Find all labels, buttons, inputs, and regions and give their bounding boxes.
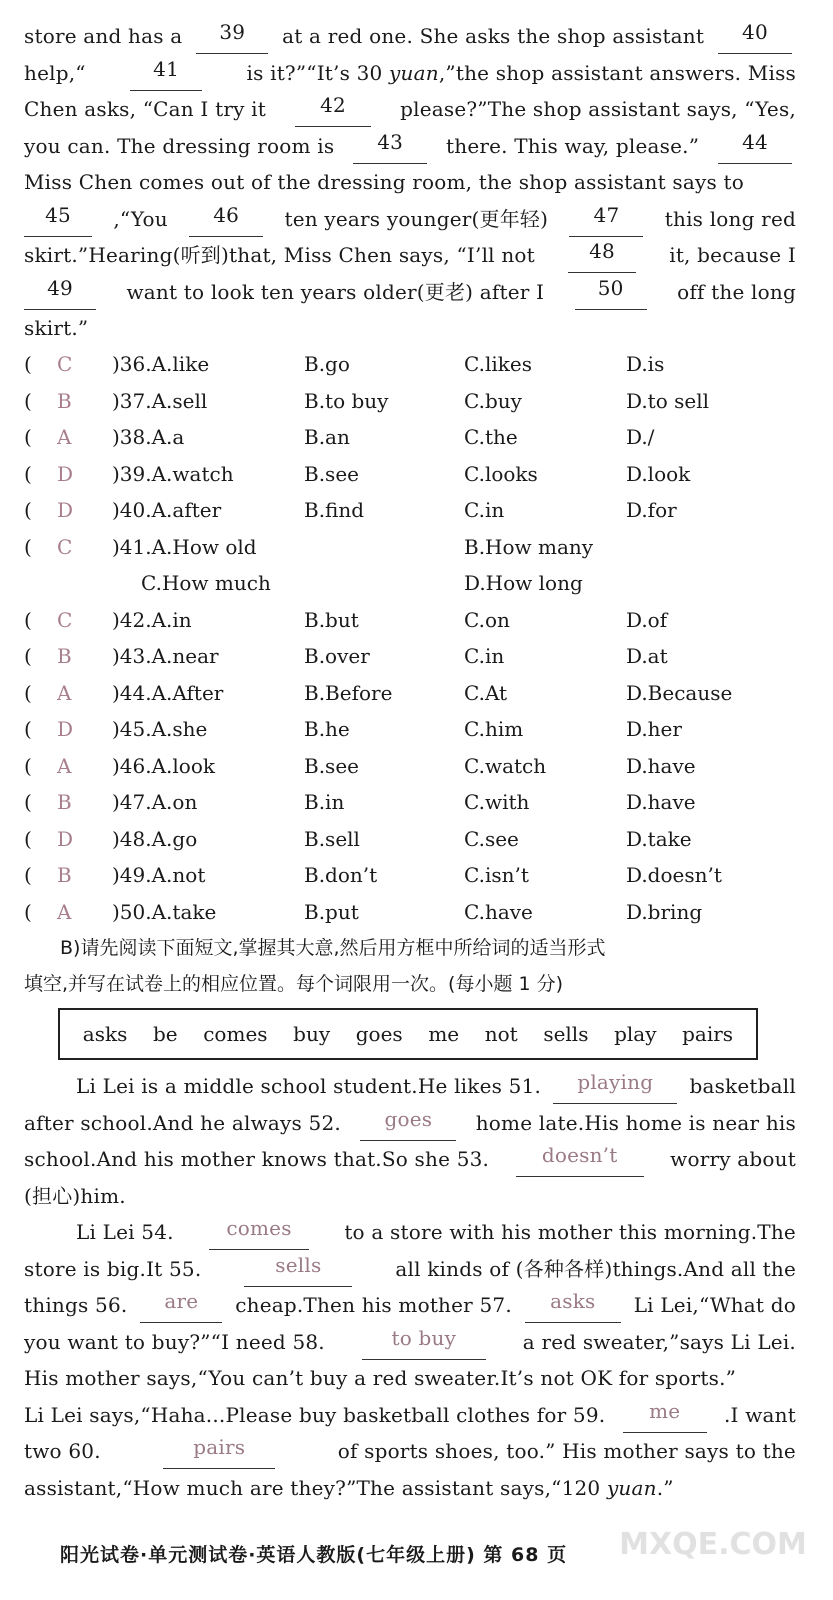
question-row [24, 638, 804, 674]
answer-59: me [623, 1397, 707, 1433]
passage-b-line [24, 1433, 796, 1469]
option-d: D.look [626, 462, 691, 486]
answer-mark: A [57, 900, 72, 924]
text: Li Lei,“What do [633, 1293, 796, 1317]
blank-50: 50 [575, 274, 647, 310]
option-c: C.likes [464, 352, 532, 376]
option-d: D.doesn’t [626, 863, 722, 887]
paren: ( [24, 644, 32, 668]
option-a: )40.A.after [112, 498, 222, 522]
paren: ( [24, 900, 32, 924]
text: want to look ten years older(更老) after I [126, 280, 545, 304]
blank-39: 39 [196, 18, 268, 54]
blank-49: 49 [24, 274, 96, 310]
option-c: C.How much [141, 571, 271, 595]
blank-47: 47 [569, 201, 643, 237]
option-c: C.see [464, 827, 519, 851]
option-b: B.sell [304, 827, 360, 851]
option-d: D./ [626, 425, 655, 449]
option-a: )39.A.watch [112, 462, 234, 486]
option-a: )45.A.she [112, 717, 208, 741]
passage-b-line [24, 1397, 796, 1433]
word-box [58, 1008, 758, 1060]
option-b: B.an [304, 425, 350, 449]
text: after school.And he always 52. [24, 1111, 341, 1135]
option-a: )50.A.take [112, 900, 217, 924]
option-d: D.have [626, 754, 696, 778]
option-b: B.to buy [304, 389, 389, 413]
option-d: D.her [626, 717, 682, 741]
answer-mark: C [57, 352, 73, 376]
word-box-item: sells [543, 1022, 589, 1046]
text: skirt.”Hearing(听到)that, Miss Chen says, “I’ll not [24, 243, 535, 267]
option-c: C.looks [464, 462, 538, 486]
option-b: B.see [304, 462, 359, 486]
question-row [24, 529, 804, 565]
paren: ( [24, 827, 32, 851]
text: all kinds of (各种各样)things.And all the [395, 1257, 796, 1281]
watermark-logo: MXQE.COM [619, 1527, 807, 1562]
option-b: B.put [304, 900, 359, 924]
text: you can. The dressing room is [24, 134, 335, 158]
option-b: B.in [304, 790, 345, 814]
word-box-item: be [152, 1022, 178, 1046]
question-row [24, 784, 804, 820]
question-row [24, 675, 804, 711]
option-c: C.have [464, 900, 533, 924]
blank-48: 48 [568, 237, 636, 273]
passage-a-line [24, 55, 796, 91]
passage-a-line [24, 128, 796, 164]
option-a: )41.A.How old [112, 535, 257, 559]
text: .I want [724, 1403, 796, 1427]
answer-58: to buy [362, 1324, 486, 1360]
word-box-item: goes [355, 1022, 403, 1046]
text: at a red one. She asks the shop assistant [282, 24, 705, 48]
passage-a-line [24, 91, 796, 127]
option-a: )44.A.After [112, 681, 224, 705]
option-c: C.watch [464, 754, 547, 778]
text: (担心)him. [24, 1184, 126, 1208]
text: ten years younger(更年轻) [284, 207, 549, 231]
passage-b-line [24, 1178, 796, 1214]
text-yuan: yuan [606, 1476, 657, 1500]
paren: ( [24, 681, 32, 705]
paren: ( [24, 352, 32, 376]
passage-a-line [24, 164, 796, 200]
passage-a-line [24, 237, 796, 273]
blank-42: 42 [295, 91, 371, 127]
passage-b-line [24, 1141, 796, 1177]
word-box-item: pairs [682, 1022, 734, 1046]
text: there. This way, please.” [446, 134, 700, 158]
text: store and has a [24, 24, 183, 48]
passage-b-line [24, 1105, 796, 1141]
text: help,“ [24, 61, 86, 85]
text: off the long [677, 280, 796, 304]
option-b: B.find [304, 498, 365, 522]
text: basketball [689, 1074, 796, 1098]
blank-45: 45 [24, 201, 92, 237]
question-row [24, 456, 804, 492]
text: ,“You [113, 207, 168, 231]
option-b: B.don’t [304, 863, 378, 887]
answer-52: goes [360, 1105, 456, 1141]
option-a: )48.A.go [112, 827, 198, 851]
word-box-item: me [428, 1022, 460, 1046]
passage-a-line [24, 201, 796, 237]
paren: ( [24, 425, 32, 449]
option-a: )46.A.look [112, 754, 216, 778]
question-row [24, 602, 804, 638]
answer-mark: B [57, 863, 72, 887]
text: His mother says,“You can’t buy a red sweater.It’s not OK for sports.” [24, 1366, 737, 1390]
text: school.And his mother knows that.So she 53. [24, 1147, 490, 1171]
paren: ( [24, 462, 32, 486]
answer-mark: B [57, 389, 72, 413]
text: Li Lei says,“Haha...Please buy basketball clothes for 59. [24, 1403, 606, 1427]
passage-b-line [24, 1287, 796, 1323]
text: this long red [664, 207, 796, 231]
answer-54: comes [209, 1214, 309, 1250]
passage-a-line [24, 310, 796, 346]
option-d: D.at [626, 644, 668, 668]
option-d: D.bring [626, 900, 703, 924]
text: a red sweater,”says Li Lei. [522, 1330, 796, 1354]
option-b: B.How many [464, 535, 594, 559]
option-c: C.in [464, 498, 505, 522]
text: Chen asks, “Can I try it [24, 97, 266, 121]
answer-mark: B [57, 790, 72, 814]
question-row [24, 346, 804, 382]
text: please?”The shop assistant says, “Yes, [400, 97, 796, 121]
text: worry about [670, 1147, 796, 1171]
passage-b-line [24, 1360, 796, 1396]
passage-a-line [24, 274, 796, 310]
answer-57: asks [525, 1287, 621, 1323]
option-d: D.How long [464, 571, 583, 595]
paren: ( [24, 389, 32, 413]
paren: ( [24, 608, 32, 632]
question-row [24, 821, 804, 857]
option-a: )43.A.near [112, 644, 219, 668]
question-row [24, 894, 804, 930]
text: home late.His home is near his [475, 1111, 796, 1135]
passage-b-line [24, 1068, 796, 1104]
paren: ( [24, 535, 32, 559]
text: Li Lei is a middle school student.He likes 51. [76, 1074, 542, 1098]
blank-41: 41 [130, 55, 202, 91]
answer-mark: D [57, 827, 74, 851]
blank-44: 44 [718, 128, 792, 164]
answer-53: doesn’t [516, 1141, 644, 1177]
option-a: )37.A.sell [112, 389, 208, 413]
answer-mark: A [57, 681, 72, 705]
word-box-item: comes [203, 1022, 268, 1046]
option-c: C.buy [464, 389, 522, 413]
paren: ( [24, 754, 32, 778]
option-d: D.is [626, 352, 665, 376]
text: things 56. [24, 1293, 128, 1317]
answer-mark: A [57, 425, 72, 449]
option-b: B.over [304, 644, 370, 668]
option-d: D.of [626, 608, 668, 632]
option-a: )47.A.on [112, 790, 198, 814]
passage-b-line [24, 1251, 796, 1287]
paren: ( [24, 717, 32, 741]
question-row [24, 748, 804, 784]
word-box-item: buy [293, 1022, 331, 1046]
option-b: B.Before [304, 681, 393, 705]
answer-56: are [140, 1287, 222, 1323]
option-c: C.isn’t [464, 863, 529, 887]
passage-b-line [24, 1214, 796, 1250]
answer-mark: A [57, 754, 72, 778]
option-d: D.for [626, 498, 677, 522]
text: to a store with his mother this morning.The [344, 1220, 796, 1244]
answer-55: sells [244, 1251, 352, 1287]
passage-b-line [24, 1324, 796, 1360]
option-a: )36.A.like [112, 352, 210, 376]
text: it, because I [669, 243, 796, 267]
answer-mark: C [57, 608, 73, 632]
option-d: D.to sell [626, 389, 710, 413]
question-row [24, 711, 804, 747]
question-row-continued [24, 565, 804, 601]
option-d: D.Because [626, 681, 733, 705]
text: store is big.It 55. [24, 1257, 202, 1281]
question-row [24, 857, 804, 893]
text: of sports shoes, too.” His mother says to the [337, 1439, 796, 1463]
option-c: C.with [464, 790, 530, 814]
text: Li Lei 54. [76, 1220, 174, 1244]
option-c: C.him [464, 717, 524, 741]
paren: ( [24, 863, 32, 887]
option-c: C.the [464, 425, 518, 449]
paren: ( [24, 498, 32, 522]
option-a: )38.A.a [112, 425, 185, 449]
passage-a-line [24, 18, 796, 54]
answer-mark: B [57, 644, 72, 668]
option-b: B.but [304, 608, 359, 632]
option-c: C.At [464, 681, 508, 705]
option-d: D.have [626, 790, 696, 814]
option-a: )42.A.in [112, 608, 192, 632]
answer-51: playing [553, 1068, 677, 1104]
question-row [24, 492, 804, 528]
option-a: )49.A.not [112, 863, 206, 887]
text: two 60. [24, 1439, 101, 1463]
option-c: C.in [464, 644, 505, 668]
paren: ( [24, 790, 32, 814]
blank-40: 40 [718, 18, 792, 54]
text: skirt.” [24, 316, 89, 340]
text: is it?”“It’s 30 [246, 61, 383, 85]
text: assistant,“How much are they?”The assistant says,“120 [24, 1476, 601, 1500]
answer-mark: D [57, 462, 74, 486]
page-footer: 阳光试卷·单元测试卷·英语人教版(七年级上册) 第 68 页 [60, 1544, 568, 1566]
section-b-title: B)请先阅读下面短文,掌握其大意,然后用方框中所给词的适当形式 [60, 937, 606, 959]
answer-60: pairs [163, 1433, 275, 1469]
option-b: B.go [304, 352, 350, 376]
word-box-item: asks [82, 1022, 128, 1046]
section-b-title-line2: 填空,并写在试卷上的相应位置。每个词限用一次。(每小题 1 分) [24, 973, 564, 995]
option-d: D.take [626, 827, 692, 851]
answer-mark: C [57, 535, 73, 559]
text: you want to buy?”“I need 58. [24, 1330, 325, 1354]
answer-mark: D [57, 717, 74, 741]
question-row [24, 419, 804, 455]
word-box-item: not [484, 1022, 518, 1046]
option-c: C.on [464, 608, 510, 632]
blank-46: 46 [189, 201, 263, 237]
text: cheap.Then his mother 57. [235, 1293, 512, 1317]
option-b: B.he [304, 717, 350, 741]
answer-mark: D [57, 498, 74, 522]
option-b: B.see [304, 754, 359, 778]
text: ,”the shop assistant answers. Miss [438, 61, 796, 85]
blank-43: 43 [353, 128, 427, 164]
text: Miss Chen comes out of the dressing room, the shop assistant says to [24, 170, 744, 194]
text-yuan: yuan [389, 61, 439, 85]
word-box-item: play [614, 1022, 657, 1046]
question-row [24, 383, 804, 419]
text: .” [656, 1476, 674, 1500]
